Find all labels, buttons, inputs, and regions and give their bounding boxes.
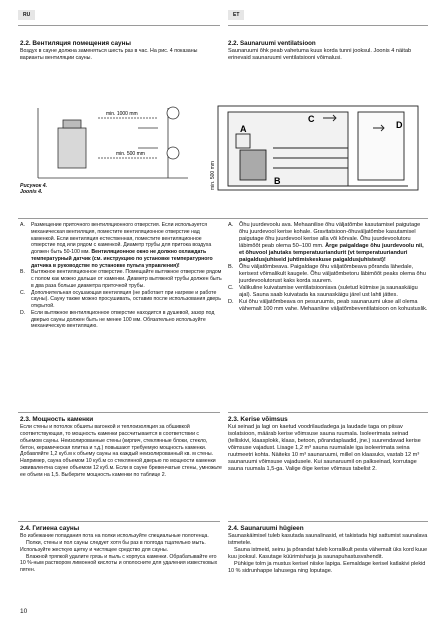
section-title: 2.4. Гигиена сауны bbox=[20, 525, 80, 532]
section-title: 2.2. Saunaruumi ventilatsioon bbox=[228, 40, 316, 47]
figure-caption bbox=[20, 183, 47, 196]
figure-right-room bbox=[218, 106, 418, 190]
language-tag-ru: RU bbox=[18, 10, 35, 20]
section-2-4-ru bbox=[20, 525, 222, 574]
list-item: B. Вытяжное вентиляционное отверстие. Помещайте вытяжное отверстие рядом с полом как можно дальше от каменки. Диаметр вытяжной трубы должен быть в два раза больше диаметра приточной трубы. bbox=[20, 269, 222, 289]
dimension-label-2: min. 500 mm bbox=[116, 151, 145, 157]
section-text: Saunaskäimisel tuleb kasutada saunalinasid, et takistada higi sattumist saunalava istmetele. bbox=[228, 533, 428, 546]
list-item: D. Если вытяжное вентиляционное отверстие находится в душевой, зазор под дверью сауны должен быть не менее 100 мм. Обязательно используйте механическую вентиляцию. bbox=[20, 309, 215, 330]
section-title: 2.2. Вентиляция помещения сауны bbox=[20, 40, 131, 47]
list-item: C. Дополнительная осушающая вентиляция (не работает при нагреве и работе сауны). Сауну также можно просушивать, оставив после использования дверь открытой. bbox=[20, 289, 221, 309]
header-rule-left bbox=[18, 25, 220, 26]
figure-caption-ru: Рисунок 4. bbox=[20, 183, 48, 189]
section-title: 2.3. Kerise võimsus bbox=[228, 416, 288, 423]
list-item: D. Kui õhu väljatõmbeava on pesuruumis, peab saunaruumi ukse all olema vähemalt 100 mm vahe. Mehaanline väljatõmbeventilatsioon on kohustuslik. bbox=[228, 299, 428, 312]
section-text: Saunaruumi õhk peab vahetuma kuus korda tunni jooksul. Joonis 4 näitab erinevaid saunaruumi ventilatsiooni võimalusi. bbox=[228, 48, 412, 61]
section-text: Влажной тряпкой удалите грязь и пыль с корпуса каменки. Обрабатывайте его 10 %-ным раствором лимонной кислоты и ополосните для удаления известковых пятен. bbox=[20, 553, 218, 574]
figure-letter-b: B bbox=[274, 176, 281, 186]
vent-list-ru bbox=[20, 222, 222, 330]
section-rule-left bbox=[18, 412, 220, 413]
figure-letter-a: A bbox=[240, 124, 247, 134]
section-rule-right bbox=[228, 412, 428, 413]
section-title: 2.4. Saunaruumi hügieen bbox=[228, 525, 304, 532]
list-item: C. Valikuline kuivatamise ventilatsiooniava (suletud kütmise ja saunaskäigu ajal). Sauna saab kuivatada ka saunaskäigu järel ust lahti jättes. bbox=[228, 285, 418, 298]
section-rule-left-2 bbox=[18, 521, 220, 522]
list-item: A. Размещение приточного вентиляционного отверстия. Если используется механическая вентиляция, поместите вентиляционное отверстие над каменкой. Если вентиляция естественная, поместите вентиляционное отверстие под или рядом с каменкой. Диаметр трубы для притока воздуха должен быть 50-100 мм. Вентиляционное окно не должно охлаждать температурный датчик (см. инструкцию по установке температурного датчика в руководстве по установке пульта управления)! bbox=[20, 222, 213, 269]
section-title: 2.3. Мощность каменки bbox=[20, 416, 94, 423]
sauna-ventilation-diagram bbox=[18, 98, 426, 216]
section-text: Pühkige tolm ja mustus kerisel niiske lapiga. Eemaldage kerisel katlakivi plekid 10 % sidrunhappe lahusega ning loputage. bbox=[228, 561, 426, 574]
ventilation-figure bbox=[18, 98, 426, 216]
vent-list-et bbox=[228, 222, 428, 313]
figure-caption-et: Joonis 4. bbox=[20, 189, 43, 196]
section-text: Во избежание попадания пота на полки используйте специальные полотенца. bbox=[20, 533, 209, 539]
section-2-2-ru bbox=[20, 40, 222, 62]
figure-bottom-rule bbox=[18, 218, 428, 219]
figure-left-sketch bbox=[38, 107, 188, 178]
section-text: Если стены и потолок обшиты вагонкой и теплоизоляция за обшивкой соответствующая, то мощность каменки рассчитывается в соответствии с объемом сауны. Неизолированные стены (кирпич, стеклянные блоки, стекло, бетон, керамическая плитка и т.д.) повышают требуемую мощность каменки. Добавляйте 1,2 куб.м к объему сауны на каждый неизолированный кв. м стены. Например, сауна объемом 10 куб.м со стеклянной дверью по мощности каменки эквивалентна сауне объемом 12 куб.м. Если в сауне бревенчатые стены, умножьте ее объем на 1,5. Выберите мощность каменки по таблице 2. bbox=[20, 424, 222, 478]
section-text: Sauna istmeid, seinu ja põrandat tuleb korralikult pesta vähemalt üks kord kuue kuu jooksul. Kasutage küürimisharja ja saunapuhastusvahendit. bbox=[228, 547, 428, 560]
section-text: Воздух в сауне должна заменяться шесть раз в час. На рис. 4 показаны варианты вентиляции сауны. bbox=[20, 48, 198, 61]
list-item: B. Õhu väljatõmbeava. Paigaldage õhu väljatõmbeava põranda lähedale, kerisest võimalikult kaugele. Õhu väljatõmbetoru läbimõõt peaks olema õhu juurdevoolutorust kaks korda suurem. bbox=[228, 264, 426, 284]
header-rule-right bbox=[228, 25, 428, 26]
section-text: Kui seinad ja lagi on kaetud voodrilaudadega ja laudade taga on piisav isolatsioon, määrab kerise võimsuse sauna ruumala. Isoleerimata seinad (telliskivi, klaasplokk, klaas, betoon, põrandaplaadid, jne.) suurendavad kerise võimsuse vajadust. Lisage 1,2 m³ sauna ruumalale iga isoleerimata seina ruutmeetri kohta. Näiteks 10 m³ saunaruumi, millel on klaasuks, vastab 12 m³ saunaruumi võimsuse vajadusele. Kui saunaruumil on palkseinad, korrutage sauna ruumala 1,5-ga. Valige õige kerise võimsus tabelist 2. bbox=[228, 424, 421, 472]
section-rule-right-2 bbox=[228, 521, 428, 522]
section-text: Полки, стены и пол сауны следует хотя бы раз в полгода тщательно мыть. Используйте жесткую щетку и чистящее средство для сауны. bbox=[20, 539, 206, 553]
section-2-2-et bbox=[228, 40, 430, 62]
figure-letter-c: C bbox=[308, 114, 315, 124]
dimension-label-3: min. 500 mm bbox=[210, 161, 216, 190]
section-2-3-ru bbox=[20, 416, 222, 479]
figure-letter-d: D bbox=[396, 120, 403, 130]
dimension-label-1: min. 1000 mm bbox=[106, 111, 138, 117]
section-2-4-et bbox=[228, 525, 428, 575]
section-2-3-et bbox=[228, 416, 428, 473]
list-item: A. Õhu juurdevoolu ava. Mehaanilise õhu väljatõmbe kasutamisel paigutage õhu juurdevool kerise kohale. Gravitatsioon-õhuväljatõmbe kasutamisel paigutage õhu juurdevool kerise alla või kõrvale. Õhu juurdevoolutoru läbimõõt peab olema 50–100 mm. Ärge paigaldage õhu juurdevoolu nii, et õhuvool jahutaks temperatuuriandurit (vt temperatuurianduri paigaldusjuhiseid juhtimiskeskuse paigaldusjuhistest)! bbox=[228, 222, 424, 263]
page-number: 10 bbox=[20, 608, 28, 615]
language-tag-et: ET bbox=[228, 10, 244, 20]
